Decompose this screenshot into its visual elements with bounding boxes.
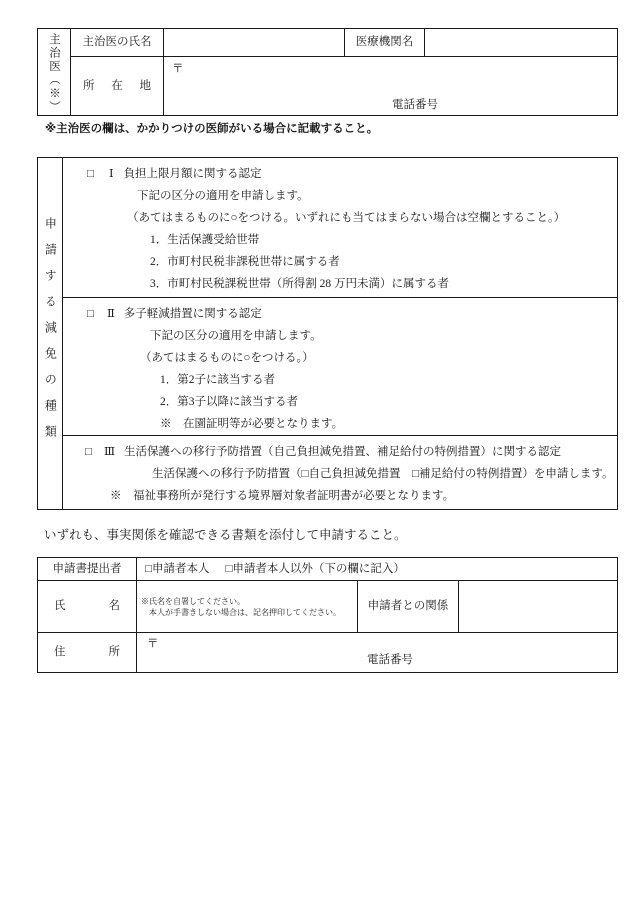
section-2-cell (63, 298, 618, 436)
section-3-option-line[interactable]: 生活保護への移行予防措置（□自己負担減免措置 □補足給付の特例措置）を申請します。 (152, 468, 614, 480)
submitter-self-checkbox[interactable]: □申請者本人 (145, 562, 210, 575)
submitter-phone-label: 電話番号 (367, 653, 413, 666)
section-1-title: 負担上限月額に関する認定 (123, 168, 262, 180)
submitter-address-label: 住 所 (54, 646, 120, 659)
doctor-side-header (38, 29, 71, 116)
postal-mark-icon: 〒 (147, 638, 159, 650)
submitter-name-field[interactable] (137, 581, 358, 633)
section-2-option-2[interactable]: 2．第3子以降に該当する者 (160, 396, 298, 408)
section-1-line: 下記の区分の適用を申請します。 (137, 190, 309, 202)
postal-mark-icon: 〒 (172, 63, 184, 75)
relation-label: 申請者との関係 (358, 581, 459, 633)
section-3-note: ※ 福祉事務所が発行する境界層対象者証明書が必要となります。 (110, 490, 455, 502)
submitter-options-cell (137, 558, 618, 581)
section-2-note: ※ 在園証明等が必要となります。 (160, 418, 344, 430)
table-row (38, 558, 618, 581)
table-row (38, 581, 618, 633)
doctor-side-label: 主治医（※） (48, 33, 61, 114)
submitter-other-checkbox[interactable]: □申請者本人以外（下の欄に記入） (225, 562, 405, 575)
section-3-title: 生活保護への移行予防措置（自己負担減免措置、補足給付の特例措置）に関する認定 (124, 446, 562, 458)
reduction-table (37, 157, 618, 510)
submitter-name-label-cell (38, 581, 137, 633)
section-3-checkbox[interactable]: □ (85, 446, 92, 458)
section-2-line: （あてはまるものに○をつける。） (140, 352, 314, 364)
name-signature-note-1: ※氏名を自署してください。 (141, 596, 245, 606)
reduction-side-label: 申請する減免の種類 (43, 216, 58, 451)
section-1-option-1[interactable]: 1．生活保護受給世帯 (150, 234, 260, 246)
table-row (38, 436, 618, 510)
section-3-numeral: Ⅲ (103, 446, 116, 458)
submitter-table (37, 557, 618, 673)
section-1-line: （あてはまるものに○をつける。いずれにも当てはまらない場合は空欄とすること。） (127, 212, 566, 224)
table-row (38, 57, 618, 116)
doctor-address-field[interactable] (164, 57, 618, 116)
section-2-line: 下記の区分の適用を申請します。 (150, 330, 322, 342)
doctor-name-label: 主治医の氏名 (71, 29, 164, 57)
doctor-table (37, 28, 618, 116)
doctor-note: ※主治医の欄は、かかりつけの医師がいる場合に記載すること。 (45, 123, 379, 135)
submitter-address-label-cell (38, 633, 137, 673)
section-2-title: 多子軽減措置に関する認定 (123, 308, 262, 320)
section-2-option-1[interactable]: 1．第2子に該当する者 (160, 374, 275, 386)
section-3-cell (63, 436, 618, 510)
doctor-address-label: 所 在 地 (83, 79, 151, 92)
section-2-numeral: Ⅱ (106, 308, 115, 320)
table-row (38, 298, 618, 436)
medical-org-field[interactable] (425, 29, 618, 57)
table-row (38, 29, 618, 57)
section-2-checkbox[interactable]: □ (87, 308, 94, 320)
medical-org-label: 医療機関名 (345, 29, 425, 57)
section-1-cell (63, 158, 618, 298)
section-1-option-3[interactable]: 3．市町村民税課税世帯（所得割 28 万円未満）に属する者 (150, 278, 449, 290)
section-3-header (63, 441, 617, 463)
name-signature-note-2: 本人が手書きしない場合は、記名押印してください。 (141, 607, 341, 617)
section-2-header (63, 303, 617, 325)
table-row (38, 633, 618, 673)
section-1-checkbox[interactable]: □ (87, 168, 94, 180)
doctor-name-field[interactable] (164, 29, 345, 57)
doctor-address-label-cell (71, 57, 164, 116)
submitter-header-label: 申請書提出者 (38, 558, 137, 581)
submitter-name-label: 氏 名 (54, 600, 120, 613)
section-1-header (63, 163, 617, 185)
attachment-note: いずれも、事実関係を確認できる書類を添付して申請すること。 (44, 528, 407, 542)
doctor-phone-label: 電話番号 (392, 98, 438, 111)
reduction-side-header (38, 158, 63, 510)
section-1-numeral: Ⅰ (108, 168, 114, 180)
relation-field[interactable] (459, 581, 618, 633)
submitter-address-field[interactable] (137, 633, 618, 673)
table-row (38, 158, 618, 298)
section-1-option-2[interactable]: 2．市町村民税非課税世帯に属する者 (150, 256, 340, 268)
